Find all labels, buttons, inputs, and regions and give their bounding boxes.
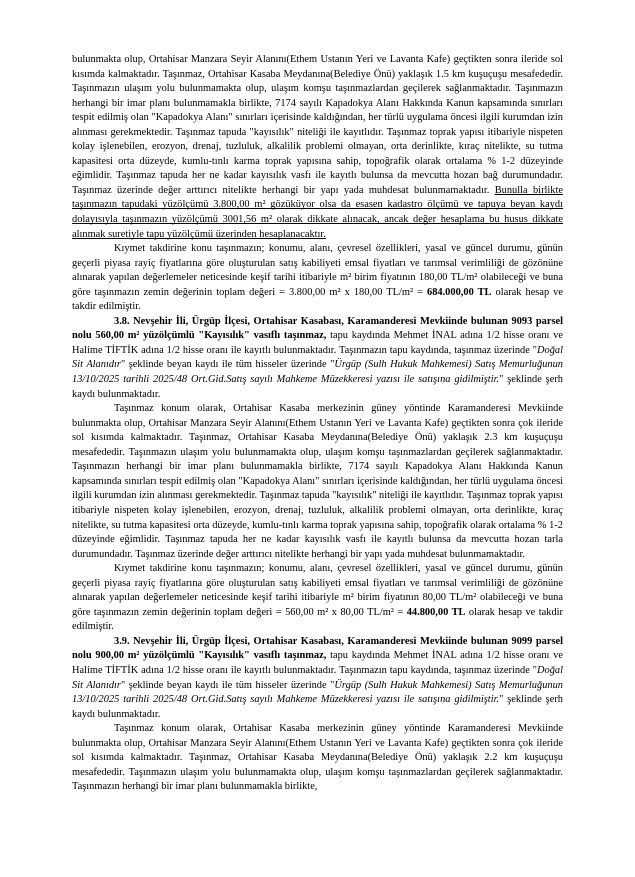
valuation-text-lead: Kıymet takdirine konu taşınmazın; konumu, alanı, çevresel özellikleri, yasal ve güncel durumu, günün geçerli piyasa rayiç fiyatlarına göre oluşturulan satış kabiliyeti emsal fiyatları ve tarımsal verimliliği de gözönüne alınarak yapılan değerlemeler neticesinde keşif tarihi itibariyle m² birim fiyatının 180,00 TL/m² olabileceği ve buna göre taşınmazın zemin değerinin toplam değeri = 3.800,00 m² x 180,00 TL/m² = <box>72 243 563 298</box>
paragraph-property-description-continuation <box>72 53 563 242</box>
section-3-8-valuation-lead: Kıymet takdirine konu taşınmazın; konumu, alanı, çevresel özellikleri, yasal ve güncel durumu, günün geçerli piyasa rayiç fiyatlarına göre oluşturulan satış kabiliyeti emsal fiyatları ve tarımsal verimliliği de gözönüne alınarak yapılan değerlemeler neticesinde keşif tarihi itibariyle m² birim fiyatının 80,00 TL/m² olabileceği ve buna göre taşınmazın zemin değerinin toplam değeri = 560,00 m² x 80,00 TL/m² = <box>72 563 563 618</box>
section-3-9-location-paragraph: Taşınmaz konum olarak, Ortahisar Kasaba merkezinin güney yöntinde Karamanderesi Mevkiinde bulunmakta olup, Ortahisar Manzara Seyir Alanını(Ethem Ustanın Yeri ve Lavanta Kafe) geçtikten sonra çok ileride sol kısımda kalmaktadır. Taşınmaz, Ortahisar Kasaba Meydanına(Belediye Önü) yaklaşık 2.2 km kuşuçuşu mesafededir. Taşınmazın ulaşım yolu bulunmamakta olup, ulaşım komşu taşınmazlardan geçilerek sağlanmaktadır. Taşınmazın herhangi bir imar planı bulunmamakla birlikte, <box>72 723 563 793</box>
section-3-9-mid-text: " şeklinde beyan kaydı ile tüm hisseler üzerinde " <box>120 679 335 691</box>
section-3-9-heading-line-1: 3.9. Nevşehir İli, Ürgüp İlçesi, Ortahisar Kasabası, Karamanderesi Mevkiinde bulunan <box>114 635 512 647</box>
section-3-8-valuation-tail: olarak hesap ve takdir edilmiştir. <box>72 606 563 633</box>
section-3-8-location-paragraph: Taşınmaz konum olarak, Ortahisar Kasaba merkezinin güney yöntinde Karamanderesi Mevkiinde bulunmakta olup, Ortahisar Manzara Seyir Alanını(Ethem Ustanın Yeri ve Lavanta Kafe) geçtikten sonra çok ileride sol kısımda kalmaktadır. Taşınmaz, Ortahisar Kasaba Meydanına(Belediye Önü) yaklaşık 2.3 km kuşuçuşu mesafededir. Taşınmazın ulaşım yolu bulunmamakta olup, ulaşım komşu taşınmazlardan geçilerek sağlanmaktadır. Taşınmazın herhangi bir imar planı bulunmamakla birlikte, 7174 sayılı Kapadokya Alanı Hakkında Kanun kapsamında sınırları tespit edilmiş olan "Kapadokya Alanı" sınırları içerisinde kaldığından, her türlü uygulama öncesi ilgili kurumdan izin alınması gerekmektedir. Taşınmaz tapuda "kayısılık" niteliği ile kayıtlıdır. Taşınmaz toprak yapısı itibariyle nispeten kolay işlenebilen, erozyon, drenaj, tuzluluk, alkalilik problemi olmayan, orta derinlikte, kıraç nitelikte, su tutma kapasitesi orta düzeyde, kumlu-tınlı karma toprak yapısına sahip, topoğrafik olarak ortalama % 1-2 düzeyinde eğimlidir. Taşınmaz tapuda her ne kadar kayısılık vasfı ile kayıtlı bulunsa da mevcutta hozan tarla durumundadır. Taşınmaz üzerinde değer arttırıcı nitelikte herhangi bir yapı yada muhdesat bulunmamaktadır. <box>72 403 563 560</box>
paragraph-text-underlined-area-note: Bunulla birlikte taşınmazın tapudaki yüzölçümü 3.800,00 m² gözüküyor olsa da esasen kadastro ölçümü ve tapuya beyan kaydı dolayısıyla taşınmazın yüzölçümü 3001,56 m² olarak dikkate alınacak, ancak değer hesaplama bu husus dikkate alınmak suretiyle tapu yüzölçümü üzerinden hesaplanacaktır. <box>72 184 563 240</box>
section-3-8-ownership-text: tapu kaydında Mehmet İNAL adına 1/2 hisse oranı ve Halime TİFTİK adına 1/2 hisse oranı ile kayıtlı bulunmaktadır. Taşınmazın tapu kaydında, taşınmaz üzerinde " <box>72 330 563 356</box>
section-3-8-heading-line-1: 3.8. Nevşehir İli, Ürgüp İlçesi, Ortahisar Kasabası, Karamanderesi Mevkiinde bulunan <box>114 315 512 327</box>
section-3-8-annotation-tail: " şeklinde şerh kaydı bulunmaktadır. <box>72 374 563 400</box>
section-3-9-annotation-tail: " şeklinde şerh kaydı bulunmaktadır. <box>72 694 563 720</box>
section-3-9-annotation-court-order: Ürgüp (Sulh Hukuk Mahkemesi) Satış Memurluğunun 13/10/2025 tarihli 2025/48 Ort.Gid.Satış sayılı Mahkeme Müzekkeresi yazısı ile satışına gidilmiştir. <box>72 679 563 706</box>
section-3-8-heading-paragraph <box>72 315 563 402</box>
document-body <box>72 53 563 795</box>
section-3-8-mid-text: " şeklinde beyan kaydı ile tüm hisseler üzerinde " <box>120 359 335 371</box>
valuation-total-amount: 684.000,00 TL <box>427 286 492 298</box>
paragraph-text-main: bulunmakta olup, Ortahisar Manzara Seyir Alanını(Ethem Ustanın Yeri ve Lavanta Kafe) geçtikten sonra ileride sol kısımda kalmaktadır. Taşınmaz, Ortahisar Kasaba Meydanına(Belediye Önü) yaklaşık 1.5 km kuşuçuşu mesafededir. Taşınmazın ulaşım yolu bulunmamakta olup, ulaşım komşu taşınmazlardan geçilerek sağlanmaktadır. Taşınmazın herhangi bir imar planı bulunmamakla birlikte, 7174 sayılı Kapadokya Alanı Hakkında Kanun kapsamında sınırları tespit edilmiş olan "Kapadokya Alanı" sınırları içerisinde kaldığından, her türlü uygulama öncesi ilgili kurumdan izin alınması gerekmektedir. Taşınmaz tapuda "kayısılık" niteliği ile kayıtlıdır. Taşınmaz toprak yapısı itibariyle nispeten kolay işlenebilen, erozyon, drenaj, tuzluluk, alkalilik problemi olmayan, orta derinlikte, kıraç nitelikte, su tutma kapasitesi orta düzeyde, kumlu-tınlı karma toprak yapısına sahip, topoğrafik olarak ortalama % 1-2 düzeyinde eğimlidir. Taşınmaz tapuda her ne kadar kayısılık vasfı ile kayıtlı bulunsa da mevcutta hozan bağ durumundadır. Taşınmaz üzerinde değer arttırıcı nitelikte herhangi bir yapı yada muhdesat bulunmamaktadır. <box>72 54 563 196</box>
paragraph-valuation-parcel-previous <box>72 242 563 315</box>
section-3-8-heading-line-2: 9093 parsel nolu 560,00 m² yüzölçümlü "Kayısılık" vasıflı taşınmaz, <box>72 315 563 342</box>
section-3-8-annotation-court-order: Ürgüp (Sulh Hukuk Mahkemesi) Satış Memurluğunun 13/10/2025 tarihli 2025/48 Ort.Gid.Satış sayılı Mahkeme Müzekkeresi yazısı ile satışına gidilmiştir. <box>72 359 563 386</box>
section-3-8-valuation-total-amount: 44.800,00 TL <box>406 606 466 618</box>
valuation-text-tail: olarak hesap ve takdir edilmiştir. <box>72 286 563 313</box>
section-3-9-heading-line-2: 9099 parsel nolu 900,00 m² yüzölçümlü "Kayısılık" vasıflı taşınmaz, <box>72 635 563 662</box>
section-3-9-ownership-text: tapu kaydında Mehmet İNAL adına 1/2 hisse oranı ve Halime TİFTİK adına 1/2 hisse oranı ile kayıtlı bulunmaktadır. Taşınmazın tapu kaydında, taşınmaz üzerinde " <box>72 650 563 676</box>
section-3-9-annotation-natural-site: Doğal Sit Alanıdır <box>72 664 563 691</box>
section-3-8-valuation-paragraph <box>72 562 563 635</box>
section-3-9-heading-paragraph <box>72 635 563 722</box>
section-3-8-annotation-natural-site: Doğal Sit Alanıdır <box>72 344 563 371</box>
